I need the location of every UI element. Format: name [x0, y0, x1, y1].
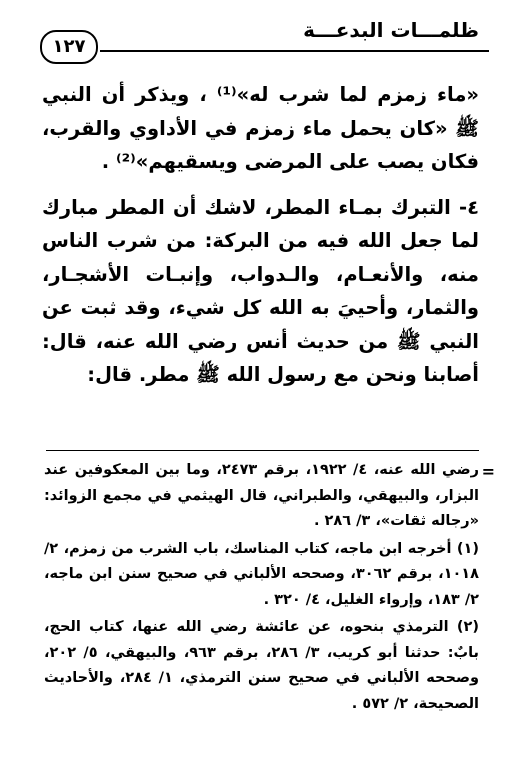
page-number: ١٢٧ [40, 30, 98, 64]
footnote-continued: رضي الله عنه، ٤/ ١٩٢٢، برقم ٢٤٧٣، وما بين المعكوفين عند البزار، والبيهقي، والطبراني، قال الهيثمي في مجمع الزوائد: «رجاله ثقات»، ٣/ ٢٨٦ . [44, 462, 479, 529]
continuation-mark: = [481, 462, 495, 481]
footnote-divider [46, 450, 479, 451]
footnotes [44, 458, 479, 719]
header-rule [100, 50, 489, 52]
page-header [40, 14, 489, 57]
paragraph-zamzam: «ماء زمزم لما شرب له»⁽¹⁾ ، ويذكر أن النبي ﷺ «كان يحمل ماء زمزم في الأداوي والقرب، فكان يصب على المرضى ويسقيهم»⁽²⁾ . [42, 83, 479, 173]
main-text [42, 78, 479, 392]
footnote-1: (١) أخرجه ابن ماجه، كتاب المناسك، باب الشرب من زمزم، ٢/ ١٠١٨، برقم ٣٠٦٢، وصححه الألباني في صحيح سنن ابن ماجه، ٢/ ١٨٣، وإرواء الغليل، ٤/ ٣٢٠ . [44, 540, 479, 608]
footnote-2: (٢) الترمذي بنحوه، عن عائشة رضي الله عنها، كتاب الحج، بابٌ: حدثنا أبو كريب، ٣/ ٢٨٦، برقم ٩٦٣، والبيهقي، ٥/ ٢٠٢، وصححه الألباني في صحيح سنن الترمذي، ١/ ٢٨٤، والأحاديث الصحيحة، ٢/ ٥٧٢ . [44, 619, 479, 712]
paragraph-rain: ٤- التبرك بمـاء المطر، لاشك أن المطر مبارك لما جعل الله فيه من البركة: من شرب الناس منه، والأنعـام، والـدواب، وإنبـات الأشجـار، والثمار، وأحييَ به الله كل شيء، وقد ثبت عن النبي ﷺ من حديث أنس رضي الله عنه، قال: أصابنا ونحن مع رسول الله ﷺ مطر. قال: [42, 195, 479, 386]
running-title: ظلمـــات البدعـــة [303, 18, 479, 42]
